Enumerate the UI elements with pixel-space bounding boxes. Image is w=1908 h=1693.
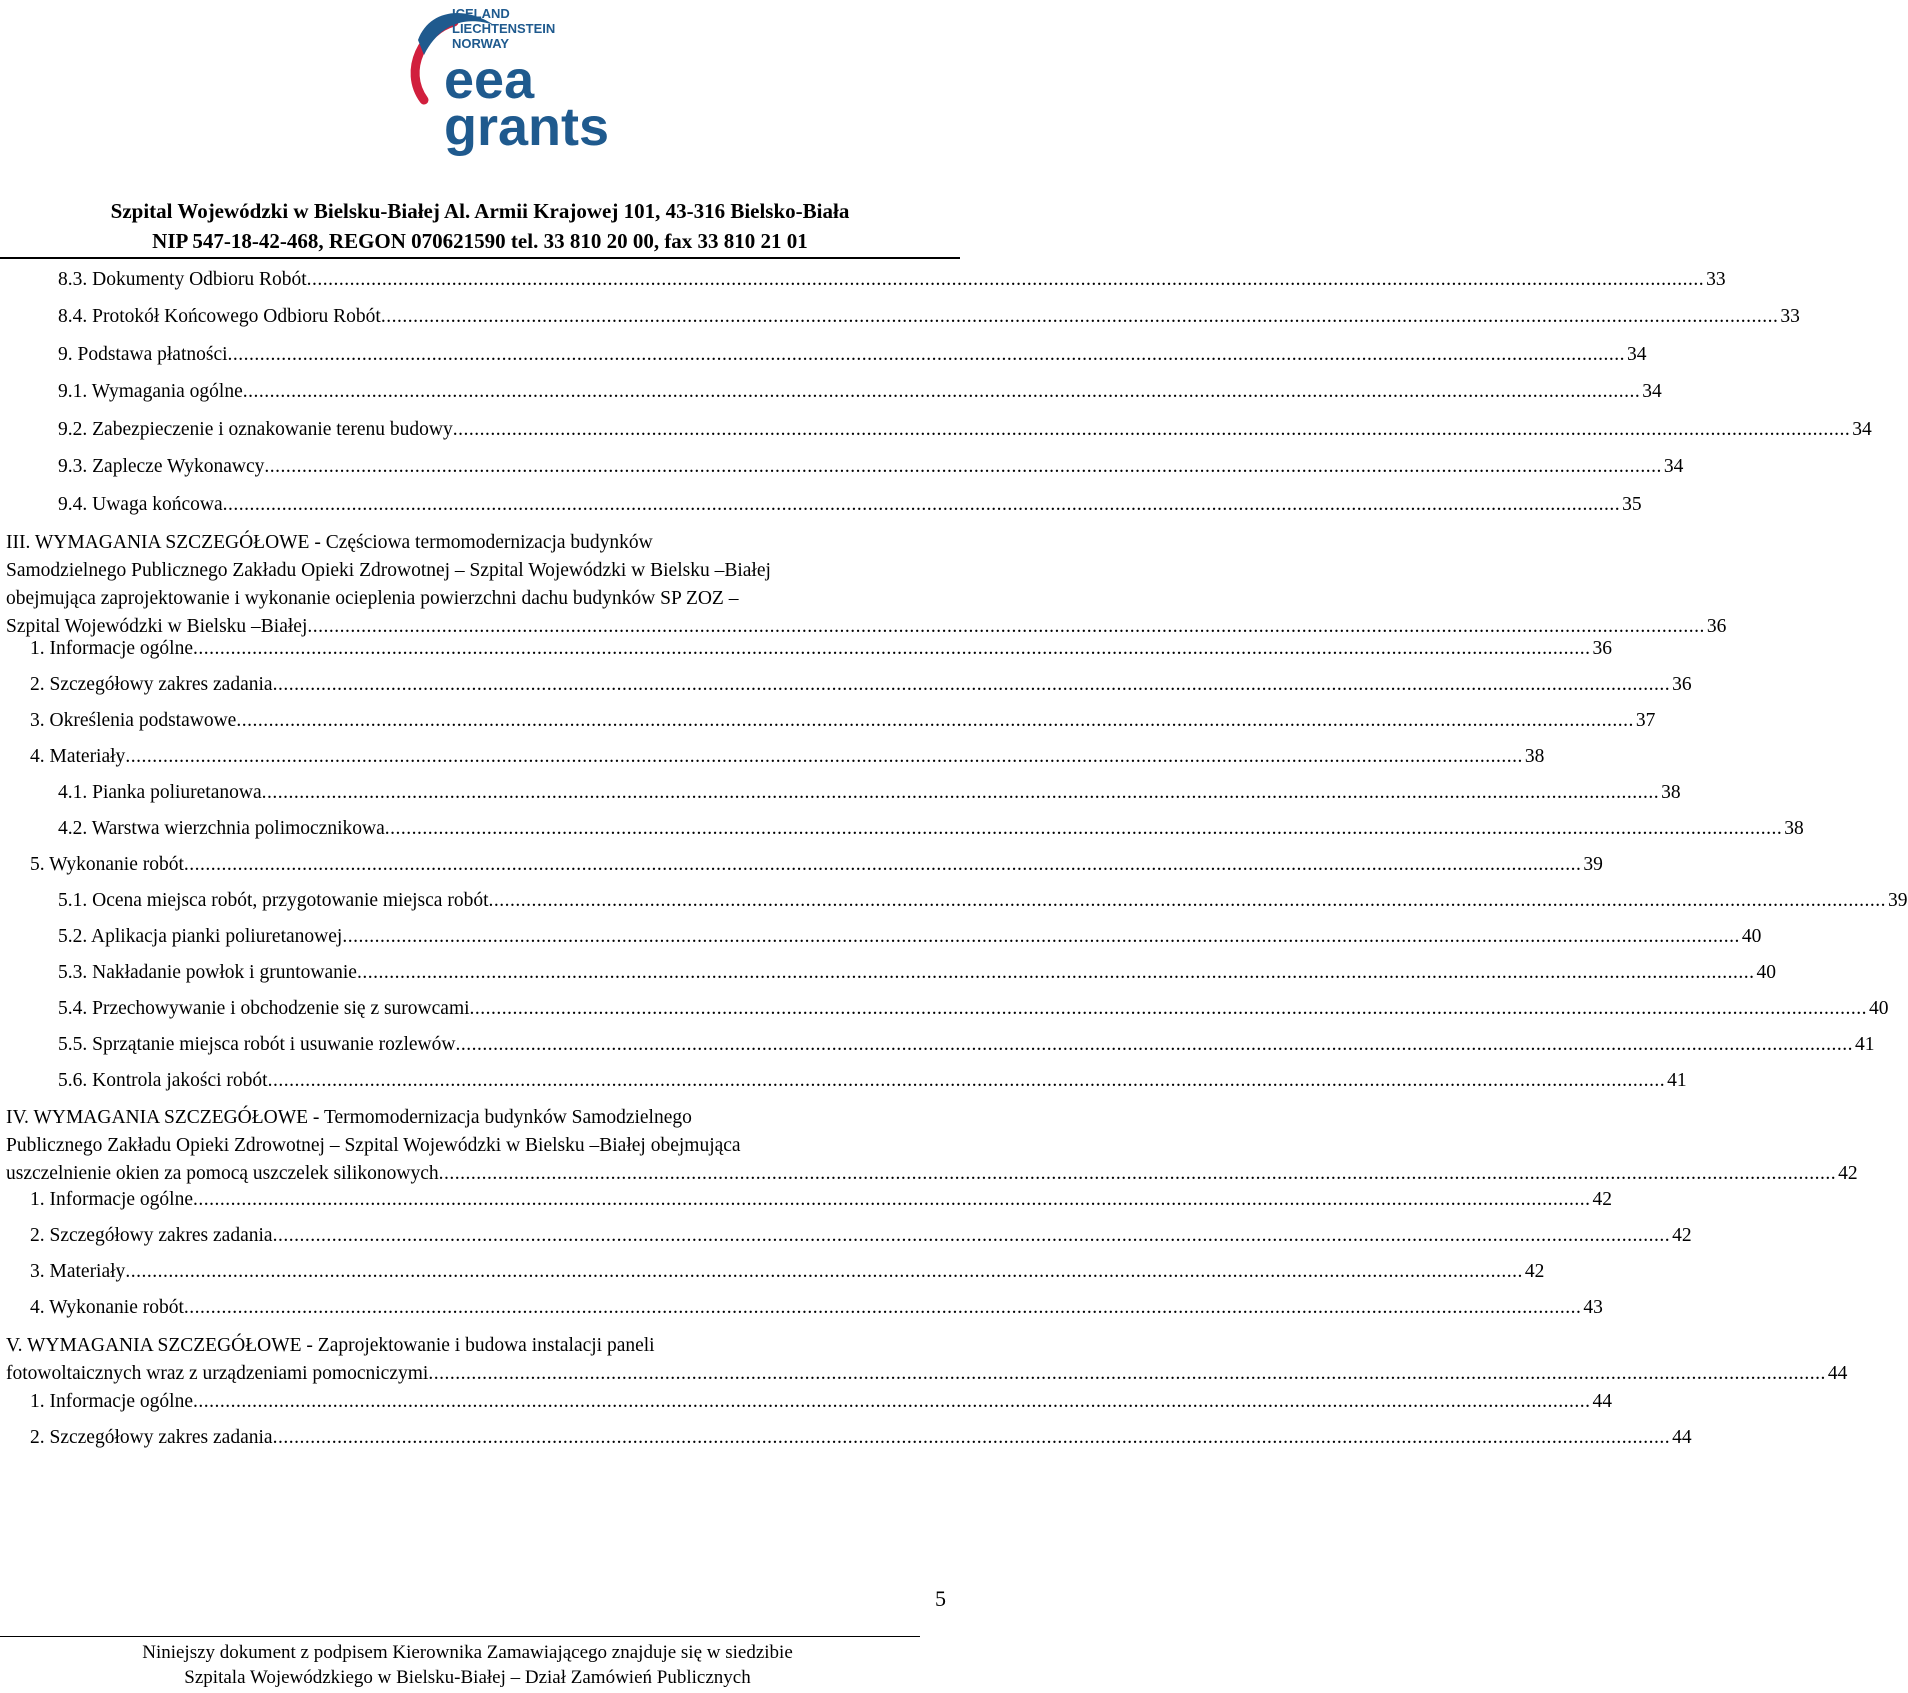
toc-leader-dots: .................................................................................................................................................................................................................................................................... (192, 1391, 1591, 1412)
toc-entry[interactable] (30, 1294, 1603, 1322)
toc-entry-title: fotowoltaicznych wraz z urządzeniami pomocniczymi (6, 1363, 429, 1384)
toc-entry-last-line (58, 779, 1681, 807)
toc-entry-title: 4.1. Pianka poliuretanowa (58, 782, 262, 803)
toc-page-number: 34 (1852, 419, 1872, 440)
toc-entry-title: 9.3. Zaplecze Wykonawcy (58, 456, 265, 477)
toc-entry-title: 1. Informacje ogólne (30, 1391, 193, 1412)
toc-entry-last-line (6, 1160, 1858, 1188)
logo-country-3: NORWAY (452, 36, 510, 51)
toc-entry-last-line (58, 995, 1889, 1023)
toc-page-number: 41 (1854, 1034, 1875, 1055)
toc-entry-title: uszczelnienie okien za pomocą uszczelek silikonowych (6, 1163, 439, 1184)
toc-entry-last-line (58, 416, 1872, 444)
toc-entry-title: 9.1. Wymagania ogólne (58, 381, 243, 402)
toc-page-number: 38 (1524, 746, 1545, 767)
toc-entry[interactable] (58, 453, 1684, 481)
toc-leader-dots: .................................................................................................................................................................................................................................................................... (272, 674, 1671, 695)
toc-entry[interactable] (30, 635, 1612, 663)
toc-page-number: 42 (1524, 1261, 1545, 1282)
logo-country-1: ICELAND (452, 6, 510, 21)
toc-leader-dots: .................................................................................................................................................................................................................................................................... (192, 638, 1591, 659)
toc-page-number: 43 (1583, 1297, 1603, 1318)
toc-leader-dots: .................................................................................................................................................................................................................................................................... (236, 710, 1634, 731)
header-line-2: NIP 547-18-42-468, REGON 070621590 tel. 33 810 20 00, fax 33 810 21 01 (152, 229, 808, 253)
toc-entry[interactable] (6, 1332, 1848, 1388)
toc-entry-title: Szpital Wojewódzki w Bielsku –Białej (6, 616, 308, 637)
toc-entry-title: 5.6. Kontrola jakości robót (58, 1070, 268, 1091)
toc-page-number: 33 (1780, 306, 1800, 327)
toc-page-number: 40 (1741, 926, 1762, 947)
toc-entry[interactable] (58, 378, 1662, 406)
toc-entry-title-line: V. WYMAGANIA SZCZEGÓŁOWE - Zaprojektowanie i budowa instalacji paneli (6, 1335, 655, 1356)
toc-entry[interactable] (30, 851, 1603, 879)
toc-entry[interactable] (58, 887, 1908, 915)
toc-leader-dots: .................................................................................................................................................................................................................................................................... (183, 1297, 1582, 1318)
logo-word-eea: eea (444, 50, 535, 110)
toc-page-number: 40 (1869, 998, 1889, 1019)
toc-entry-title-line: III. WYMAGANIA SZCZEGÓŁOWE - Częściowa termomodernizacja budynków (6, 532, 653, 553)
toc-entry-last-line (6, 1360, 1848, 1388)
toc-entry-last-line (58, 453, 1684, 481)
toc-page-number: 42 (1672, 1225, 1692, 1246)
toc-entry[interactable] (58, 1031, 1875, 1059)
toc-entry-title: 5.3. Nakładanie powłok i gruntowanie (58, 962, 357, 983)
toc-entry[interactable] (30, 1424, 1692, 1452)
toc-entry-last-line (58, 491, 1642, 519)
toc-entry-last-line (58, 923, 1762, 951)
toc-page-number: 41 (1667, 1070, 1687, 1091)
toc-entry-last-line (30, 707, 1656, 735)
footer-line-1: Niniejszy dokument z podpisem Kierownika Zamawiającego znajduje się w siedzibie (142, 1642, 793, 1663)
toc-page-number: 42 (1592, 1189, 1612, 1210)
toc-page-number: 36 (1672, 674, 1692, 695)
toc-entry-title: 4.2. Warstwa wierzchnia polimocznikowa (58, 818, 385, 839)
toc-leader-dots: .................................................................................................................................................................................................................................................................... (222, 494, 1621, 515)
toc-entry[interactable] (58, 341, 1647, 369)
toc-entry[interactable] (58, 1067, 1687, 1095)
toc-entry-title-line: Samodzielnego Publicznego Zakładu Opieki Zdrowotnej – Szpital Wojewódzki w Bielsku –Białej (6, 560, 771, 581)
footer-divider (0, 1636, 920, 1637)
toc-page-number: 39 (1583, 854, 1603, 875)
toc-page-number: 40 (1756, 962, 1776, 983)
toc-entry[interactable] (58, 995, 1889, 1023)
toc-entry-title: 4. Wykonanie robót (30, 1297, 184, 1318)
toc-page-number: 44 (1827, 1363, 1848, 1384)
toc-entry[interactable] (6, 1104, 1858, 1188)
toc-leader-dots: .................................................................................................................................................................................................................................................................... (469, 998, 1868, 1019)
toc-entry-title: 5.1. Ocena miejsca robót, przygotowanie miejsca robót (58, 890, 489, 911)
toc-entry-last-line (30, 851, 1603, 879)
toc-entry[interactable] (58, 923, 1762, 951)
toc-entry-title: 1. Informacje ogólne (30, 638, 193, 659)
toc-page-number: 36 (1706, 616, 1727, 637)
toc-leader-dots: .................................................................................................................................................................................................................................................................... (380, 306, 1779, 327)
toc-page-number: 39 (1888, 890, 1908, 911)
toc-leader-dots: .................................................................................................................................................................................................................................................................... (227, 344, 1626, 365)
toc-page-number: 44 (1592, 1391, 1612, 1412)
toc-leader-dots: .................................................................................................................................................................................................................................................................... (261, 782, 1660, 803)
toc-entry[interactable] (30, 1222, 1692, 1250)
toc-entry-last-line (30, 635, 1612, 663)
toc-leader-dots: .................................................................................................................................................................................................................................................................... (125, 1261, 1523, 1282)
toc-entry[interactable] (30, 743, 1545, 771)
toc-page-number: 34 (1642, 381, 1662, 402)
toc-entry-last-line (30, 1388, 1612, 1416)
toc-leader-dots: .................................................................................................................................................................................................................................................................... (307, 616, 1705, 637)
toc-page-number: 33 (1706, 269, 1726, 290)
toc-page-number: 44 (1672, 1427, 1692, 1448)
toc-entry-last-line (58, 303, 1800, 331)
toc-leader-dots: .................................................................................................................................................................................................................................................................... (428, 1363, 1826, 1384)
toc-page-number: 36 (1592, 638, 1612, 659)
toc-entry-title: 9.2. Zabezpieczenie i oznakowanie terenu budowy (58, 419, 453, 440)
toc-entry-last-line (58, 266, 1726, 294)
toc-entry[interactable] (58, 491, 1642, 519)
toc-leader-dots: .................................................................................................................................................................................................................................................................... (455, 1034, 1853, 1055)
toc-entry-title: 3. Określenia podstawowe (30, 710, 237, 731)
toc-entry[interactable] (30, 707, 1656, 735)
toc-page-number: 37 (1635, 710, 1656, 731)
toc-entry-last-line (58, 815, 1804, 843)
toc-entry-title: 8.3. Dokumenty Odbioru Robót (58, 269, 307, 290)
toc-leader-dots: .................................................................................................................................................................................................................................................................... (267, 1070, 1666, 1091)
footer-line-2: Szpitala Wojewódzkiego w Bielsku-Białej – Dział Zamówień Publicznych (184, 1667, 751, 1688)
toc-entry-last-line (58, 341, 1647, 369)
header-line-1: Szpital Wojewódzki w Bielsku-Białej Al. Armii Krajowej 101, 43-316 Bielsko-Biała (110, 199, 850, 223)
toc-entry-title: 9.4. Uwaga końcowa (58, 494, 223, 515)
toc-entry[interactable] (58, 815, 1804, 843)
toc-entry-title: 5.4. Przechowywanie i obchodzenie się z surowcami (58, 998, 470, 1019)
toc-entry-last-line (30, 1424, 1692, 1452)
toc-page-number: 38 (1784, 818, 1804, 839)
toc-entry-last-line (30, 1186, 1612, 1214)
toc-entry-title-line: Publicznego Zakładu Opieki Zdrowotnej – Szpital Wojewódzki w Bielsku –Białej obejmująca (6, 1135, 741, 1156)
toc-page-number: 35 (1622, 494, 1642, 515)
toc-entry[interactable] (58, 303, 1800, 331)
toc-page-number: 42 (1838, 1163, 1858, 1184)
toc-entry[interactable] (58, 266, 1726, 294)
toc-leader-dots: .................................................................................................................................................................................................................................................................... (264, 456, 1662, 477)
toc-page-number: 34 (1663, 456, 1684, 477)
toc-entry[interactable] (58, 416, 1872, 444)
toc-entry-title: 4. Materiały (30, 746, 126, 767)
toc-entry-last-line (58, 1067, 1687, 1095)
page-number: 5 (935, 1586, 946, 1611)
toc-entry[interactable] (6, 529, 1727, 641)
toc-entry-title-line: IV. WYMAGANIA SZCZEGÓŁOWE - Termomodernizacja budynków Samodzielnego (6, 1107, 692, 1128)
toc-entry[interactable] (30, 1186, 1612, 1214)
toc-entry-last-line (58, 959, 1776, 987)
toc-entry-title: 1. Informacje ogólne (30, 1189, 193, 1210)
toc-leader-dots: .................................................................................................................................................................................................................................................................... (242, 381, 1641, 402)
toc-entry-title: 5.5. Sprzątanie miejsca robót i usuwanie rozlewów (58, 1034, 456, 1055)
toc-leader-dots: .................................................................................................................................................................................................................................................................... (342, 926, 1740, 947)
toc-entry-last-line (58, 887, 1908, 915)
toc-entry[interactable] (58, 959, 1776, 987)
toc-page-number: 34 (1627, 344, 1647, 365)
toc-leader-dots: .................................................................................................................................................................................................................................................................... (192, 1189, 1591, 1210)
logo-country-2: LIECHTENSTEIN (452, 21, 556, 36)
toc-entry-last-line (30, 1258, 1545, 1286)
toc-entry[interactable] (30, 671, 1692, 699)
toc-entry-title: 5. Wykonanie robót (30, 854, 184, 875)
toc-leader-dots: .................................................................................................................................................................................................................................................................... (438, 1163, 1837, 1184)
toc-entry-title: 2. Szczegółowy zakres zadania (30, 1225, 273, 1246)
toc-leader-dots: .................................................................................................................................................................................................................................................................... (384, 818, 1783, 839)
toc-entry-last-line (30, 671, 1692, 699)
toc-entry[interactable] (30, 1258, 1545, 1286)
toc-entry-title-line: obejmująca zaprojektowanie i wykonanie ocieplenia powierzchni dachu budynków SP ZOZ – (6, 588, 739, 609)
toc-entry-title: 8.4. Protokół Końcowego Odbioru Robót (58, 306, 381, 327)
toc-entry-last-line (30, 1294, 1603, 1322)
toc-leader-dots: .................................................................................................................................................................................................................................................................... (125, 746, 1523, 767)
toc-leader-dots: .................................................................................................................................................................................................................................................................... (272, 1225, 1671, 1246)
toc-entry-title: 9. Podstawa płatności (58, 344, 228, 365)
toc-leader-dots: .................................................................................................................................................................................................................................................................... (272, 1427, 1671, 1448)
toc-entry-last-line (30, 743, 1545, 771)
toc-page-number: 38 (1661, 782, 1681, 803)
toc-leader-dots: .................................................................................................................................................................................................................................................................... (183, 854, 1582, 875)
logo-word-grants: grants (444, 97, 610, 157)
toc-entry-title: 2. Szczegółowy zakres zadania (30, 674, 273, 695)
toc-leader-dots: .................................................................................................................................................................................................................................................................... (452, 419, 1851, 440)
toc-leader-dots: .................................................................................................................................................................................................................................................................... (306, 269, 1705, 290)
toc-entry-last-line (30, 1222, 1692, 1250)
toc-entry[interactable] (58, 779, 1681, 807)
toc-entry-last-line (58, 1031, 1875, 1059)
toc-entry-title: 5.2. Aplikacja pianki poliuretanowej (58, 926, 343, 947)
toc-entry-last-line (58, 378, 1662, 406)
toc-entry-title: 3. Materiały (30, 1261, 126, 1282)
toc-leader-dots: .................................................................................................................................................................................................................................................................... (488, 890, 1886, 911)
toc-entry-title: 2. Szczegółowy zakres zadania (30, 1427, 273, 1448)
toc-leader-dots: .................................................................................................................................................................................................................................................................... (356, 962, 1755, 983)
document-footer (0, 1640, 935, 1690)
toc-entry[interactable] (30, 1388, 1612, 1416)
